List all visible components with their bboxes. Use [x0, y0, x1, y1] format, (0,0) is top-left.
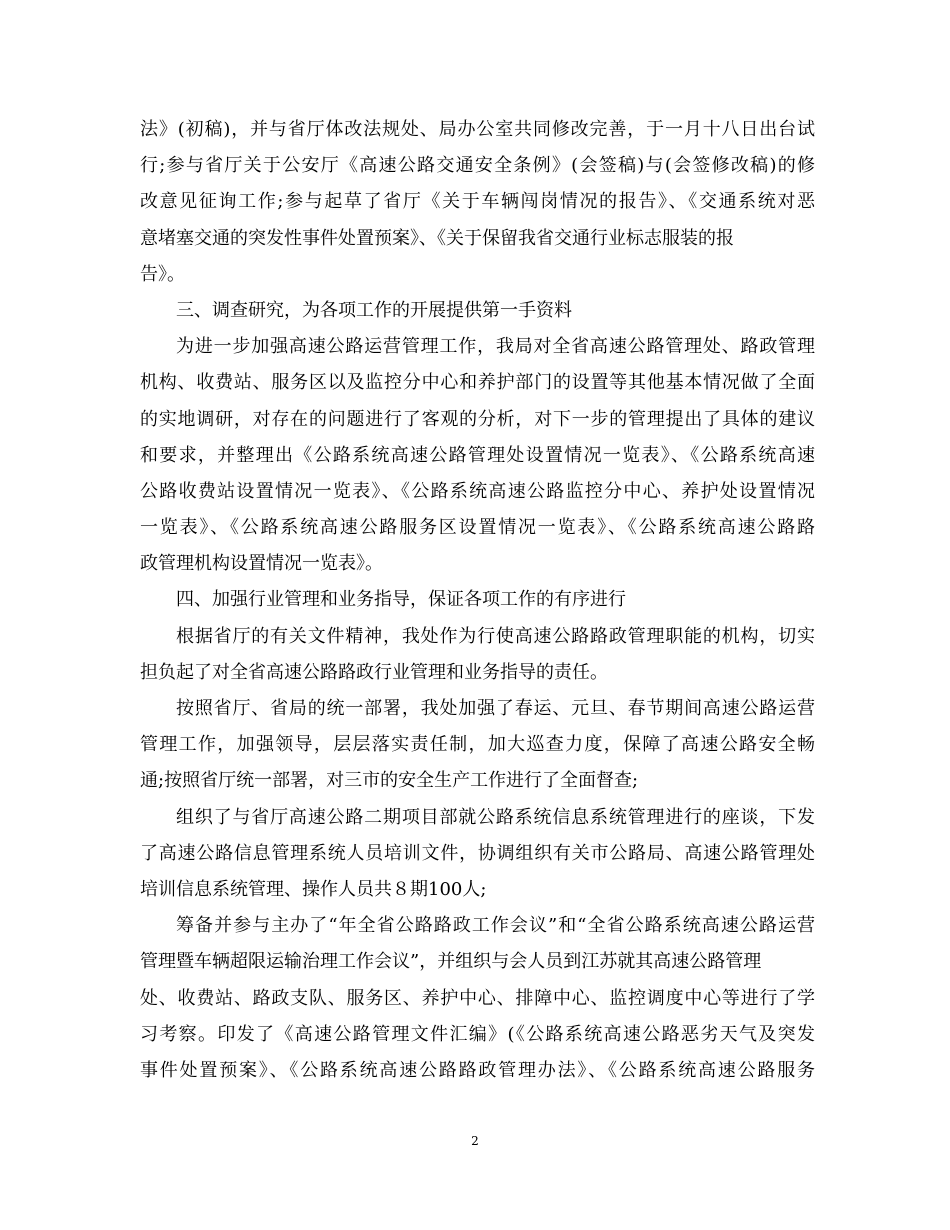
page-number: 2 [471, 1134, 479, 1148]
text-line: 改意见征询工作;参与起草了省厅《关于车辆闯岗情况的报告》、《交通系统对恶 [140, 191, 815, 213]
section-heading: 三、调查研究，为各项工作的开展提供第一手资料 [176, 299, 572, 321]
text-line: 法》(初稿)，并与省厅体改法规处、局办公室共同修改完善，于一月十八日出台试 [140, 119, 815, 140]
text-line: 培训信息系统管理、操作人员共８期100人; [140, 878, 487, 900]
text-line: 筹备并参与主办了“年全省公路路政工作会议”和“全省公路系统高速公路运营 [176, 915, 815, 937]
text-line: 管理暨车辆超限运输治理工作会议”，并组织与会人员到江苏就其高速公路管理 [140, 951, 762, 973]
text-line: 担负起了对全省高速公路路政行业管理和业务指导的责任。 [140, 661, 608, 683]
text-line: 行;参与省厅关于公安厅《高速公路交通安全条例》(会签稿)与(会签修改稿)的修 [140, 155, 815, 177]
text-line: 习考察。印发了《高速公路管理文件汇编》(《公路系统高速公路恶劣天气及突发 [140, 1023, 815, 1045]
text-line: 机构、收费站、服务区以及监控分中心和养护部门的设置等其他基本情况做了全面 [140, 372, 815, 394]
text-line: 意堵塞交通的突发性事件处置预案》、《关于保留我省交通行业标志服装的报 [140, 227, 734, 249]
text-line: 告》。 [140, 263, 185, 285]
text-line: 组织了与省厅高速公路二期项目部就公路系统信息系统管理进行的座谈，下发 [176, 806, 815, 828]
text-line: 为进一步加强高速公路运营管理工作，我局对全省高速公路管理处、路政管理 [176, 336, 815, 358]
text-line: 事件处置预案》、《公路系统高速公路路政管理办法》、《公路系统高速公路服务 [140, 1059, 815, 1081]
text-line: 一览表》、《公路系统高速公路服务区设置情况一览表》、《公路系统高速公路路 [140, 517, 815, 539]
text-line: 的实地调研，对存在的问题进行了客观的分析，对下一步的管理提出了具体的建议 [140, 408, 815, 430]
document-body [140, 112, 815, 1089]
text-line: 和要求，并整理出《公路系统高速公路管理处设置情况一览表》、《公路系统高速 [140, 444, 815, 466]
text-line: 按照省厅、省局的统一部署，我处加强了春运、元旦、春节期间高速公路运营 [176, 698, 815, 719]
section-heading: 四、加强行业管理和业务指导，保证各项工作的有序进行 [176, 589, 626, 611]
text-line: 通;按照省厅统一部署，对三市的安全生产工作进行了全面督查; [140, 770, 639, 792]
text-line: 公路收费站设置情况一览表》、《公路系统高速公路监控分中心、养护处设置情况 [140, 480, 815, 502]
text-line: 了高速公路信息管理系统人员培训文件，协调组织有关市公路局、高速公路管理处 [140, 842, 815, 864]
text-line: 根据省厅的有关文件精神，我处作为行使高速公路路政管理职能的机构，切实 [176, 625, 815, 647]
text-line: 处、收费站、路政支队、服务区、养护中心、排障中心、监控调度中心等进行了学 [140, 987, 815, 1009]
text-line: 政管理机构设置情况一览表》。 [140, 553, 383, 575]
text-line: 管理工作，加强领导，层层落实责任制，加大巡查力度，保障了高速公路安全畅 [140, 734, 815, 756]
